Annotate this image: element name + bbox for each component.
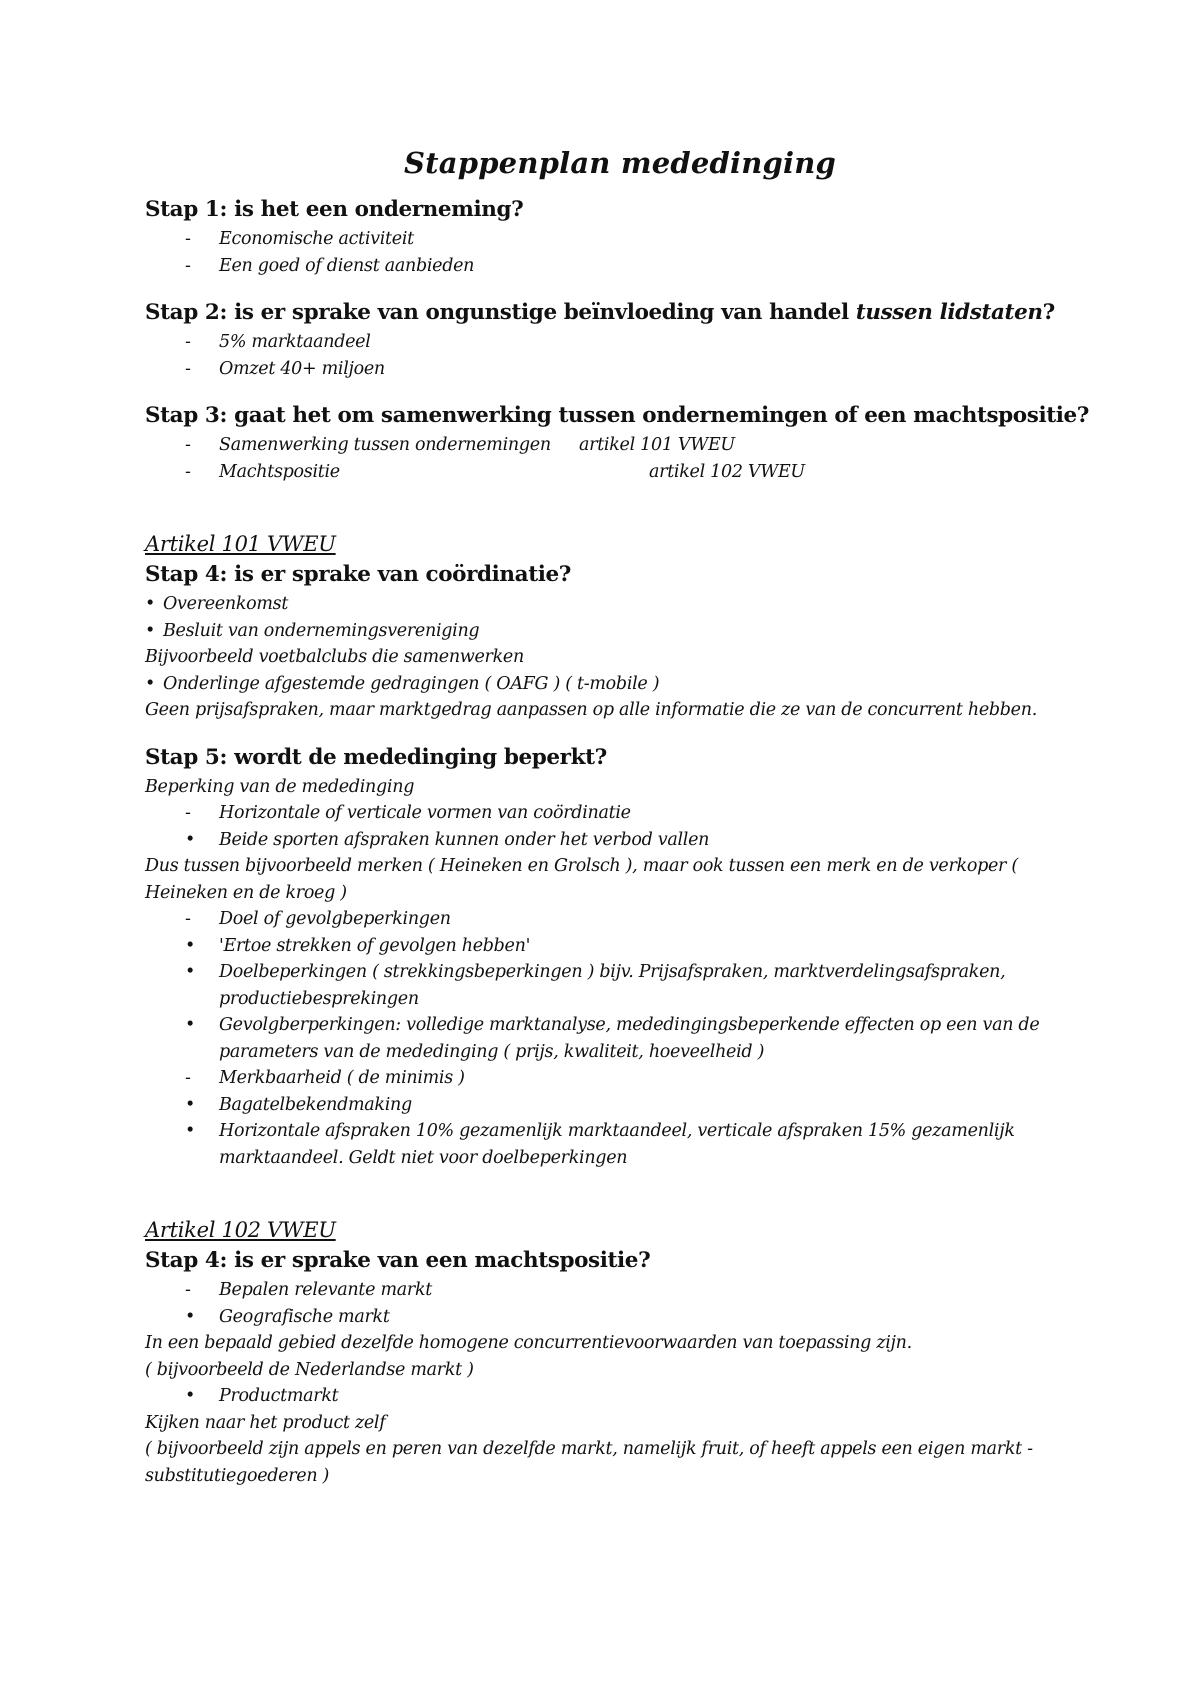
list-item: • Productmarkt [145, 1383, 1095, 1410]
paragraph: Bijvoorbeeld voetbalclubs die samenwerken [145, 647, 524, 667]
dash-marker: - [185, 461, 191, 482]
list-item: - Bepalen relevante markt [145, 1277, 1095, 1304]
bullet-marker: • [185, 962, 196, 982]
heading-emphasis: tussen lidstaten [855, 300, 1043, 325]
art102-stap4-list-b [145, 1383, 1095, 1410]
dash-marker: - [185, 1068, 191, 1088]
art101-stap5-list-a [145, 800, 1095, 853]
list-item: - Merkbaarheid ( de minimis ) [145, 1065, 1095, 1092]
art101-stap5-heading: Stap 5: wordt de mededinging beperkt? [145, 744, 607, 770]
list-item: • Overeenkomst [145, 591, 1095, 618]
document-title: Stappenplan mededinging [404, 146, 836, 180]
list-item: - Horizontale of verticale vormen van coördinatie [145, 800, 1095, 827]
bullet-marker: • [185, 1121, 196, 1141]
dash-marker: - [185, 332, 191, 352]
bullet-marker: • [145, 673, 156, 694]
paragraph: Kijken naar het product zelf [145, 1412, 386, 1433]
dash-marker: - [185, 803, 191, 823]
list-item: • Horizontale afspraken 10% gezamenlijk marktaandeel, verticale afspraken 15% gezamenlijk marktaandeel. Geldt niet voor doelbeperkingen [145, 1118, 1095, 1171]
paragraph: ( bijvoorbeeld de Nederlandse markt ) [145, 1359, 474, 1380]
stap3-list [145, 432, 1095, 485]
list-item: • 'Ertoe strekken of gevolgen hebben' [145, 933, 1095, 960]
dash-marker: - [185, 435, 191, 455]
paragraph: Geen prijsafspraken, maar marktgedrag aanpassen op alle informatie die ze van de concurrent hebben. [145, 700, 1037, 720]
paragraph: Dus tussen bijvoorbeeld merken ( Heineken en Grolsch ), maar ook tussen een merk en de verkoper ( Heineken en de kroeg ) [145, 856, 1018, 903]
dash-marker: - [185, 358, 191, 379]
art101-stap4-heading: Stap 4: is er sprake van coördinatie? [145, 562, 571, 587]
dash-marker: - [185, 229, 191, 249]
list-item: - Machtspositie artikel 102 VWEU [145, 459, 1095, 486]
stap2-list [145, 329, 1095, 382]
artikel-101-title: Artikel 101 VWEU [145, 532, 336, 556]
bullet-marker: • [185, 1386, 196, 1406]
list-item: - Omzet 40+ miljoen [145, 356, 1095, 383]
bullet-marker: • [185, 1306, 196, 1327]
paragraph: Beperking van de mededinging [145, 776, 415, 797]
bullet-marker: • [185, 1094, 196, 1115]
dash-marker: - [185, 255, 191, 276]
paragraph: ( bijvoorbeeld zijn appels en peren van dezelfde markt, namelijk fruit, of heeft appels een eigen markt - substitutiegoederen ) [145, 1439, 1033, 1486]
dash-marker: - [185, 1280, 191, 1300]
bullet-marker: • [185, 935, 196, 956]
document-content [145, 142, 1095, 1489]
art102-stap4-heading: Stap 4: is er sprake van een machtspositie? [145, 1248, 651, 1273]
art102-stap4-list-a [145, 1277, 1095, 1330]
art101-stap5-list-b [145, 906, 1095, 1171]
art101-stap4-list [145, 591, 1095, 644]
artikel-102-title: Artikel 102 VWEU [145, 1218, 336, 1242]
bullet-marker: • [145, 594, 156, 614]
list-item: • Beide sporten afspraken kunnen onder het verbod vallen [145, 827, 1095, 854]
list-item: - Economische activiteit [145, 226, 1095, 253]
list-item: • Doelbeperkingen ( strekkingsbeperkingen ) bijv. Prijsafspraken, marktverdelingsafspraken, productiebesprekingen [145, 959, 1095, 1012]
list-item: • Besluit van ondernemingsvereniging [145, 618, 1095, 645]
list-item: • Gevolgberperkingen: volledige marktanalyse, mededingingsbeperkende effecten op een van de parameters van de mededinging ( prijs, kwaliteit, hoeveelheid ) [145, 1012, 1095, 1065]
list-item: • Geografische markt [145, 1304, 1095, 1331]
list-item: • Bagatelbekendmaking [145, 1092, 1095, 1119]
stap3-heading: Stap 3: gaat het om samenwerking tussen ondernemingen of een machtspositie? [145, 403, 1089, 428]
stap2-heading: Stap 2: is er sprake van ongunstige beïnvloeding van handel tussen lidstaten? [145, 300, 1055, 325]
bullet-marker: • [185, 1015, 196, 1035]
list-item: - 5% marktaandeel [145, 329, 1095, 356]
dash-marker: - [185, 909, 191, 929]
list-item: - Een goed of dienst aanbieden [145, 253, 1095, 280]
bullet-marker: • [145, 620, 156, 641]
stap1-list [145, 226, 1095, 279]
bullet-marker: • [185, 829, 196, 850]
list-item: • Onderlinge afgestemde gedragingen ( OAFG ) ( t-mobile ) [145, 671, 1095, 698]
list-item: - Doel of gevolgbeperkingen [145, 906, 1095, 933]
stap1-heading: Stap 1: is het een onderneming? [145, 197, 524, 222]
paragraph: In een bepaald gebied dezelfde homogene concurrentievoorwaarden van toepassing zijn. [145, 1333, 912, 1353]
list-item: - Samenwerking tussen ondernemingen artikel 101 VWEU [145, 432, 1095, 459]
